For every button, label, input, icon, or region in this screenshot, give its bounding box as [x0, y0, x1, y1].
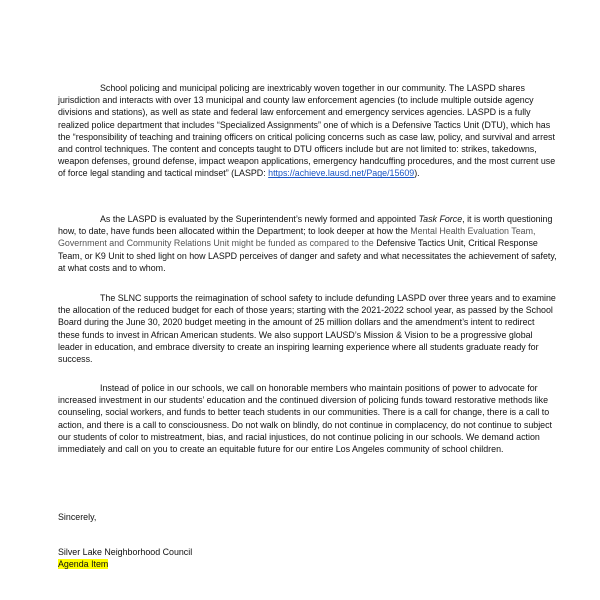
agenda-item-label — [58, 558, 558, 570]
paragraph-2-part-b: , it is worth questioning how, to date, have funds been allocated within the Department; to look deeper at how the — [58, 214, 553, 237]
paragraph-2-part-c: Defensive Tactics Unit, Critical Response Team, or K9 Unit to shed light on how LASPD perceives of danger and safety and what necessitates the achievement of safety, at what costs and to whom. — [58, 238, 557, 273]
paragraph-policing-overview — [58, 82, 558, 180]
signature-organization: Silver Lake Neighborhood Council — [58, 547, 193, 557]
closing-salutation: Sincerely, — [58, 512, 97, 522]
paragraph-1-body: School policing and municipal policing are inextricably woven together in our community. The LASPD shares jurisdiction and interacts with over 13 municipal and county law enforcement agencies (to include multiple outside agency divisions and stations), as well as state and federal law enforcement and emergency services agencies. LASPD is a fully realized police department that includes “Specialized Assignments” one of which is a Defensive Tactics Unit (DTU), which has the “responsibility of teaching and training officers on critical policing concerns such as case law, policy, and survival and arrest and control techniques. The content and concepts taught to DTU officers include but are not limited to: strikes, takedowns, weapon defenses, ground defense, impact weapon applications, emergency handcuffing procedures, and the most current use of force legal standing and tactical mindset” (LASPD: — [58, 83, 556, 179]
paragraph-2-part-a: As the LASPD is evaluated by the Superintendent’s newly formed and appointed — [100, 214, 419, 224]
laspd-reference-link[interactable]: https://achieve.lausd.net/Page/15609 — [268, 168, 415, 179]
paragraph-1-end: ). — [414, 168, 420, 179]
task-force-term: Task Force — [418, 214, 463, 224]
paragraph-slnc-support: The SLNC supports the reimagination of school safety to include defunding LASPD over three years and to examine the allocation of the reduced budget for each of those years; starting with the 2021-2022 school year, as passed by the School Board during the June 30, 2020 budget meeting in the amount of 25 million dollars and the amendment’s intent to redirect these funds to invest in African American students. We also support LAUSD’s Mission & Vision to be a progressive global leader in education, and embrace diversity to create an inspiring learning experience where all students graduate ready for success. — [58, 293, 556, 365]
paragraph-task-force — [58, 213, 558, 274]
paragraph-2-gray-text: Mental Health Evaluation Team, Government and Community Relations Unit might be funded as compared to the — [58, 226, 536, 249]
paragraph-call-to-action: Instead of police in our schools, we call on honorable members who maintain positions of power to advocate for increased investment in our students’ education and the continued diversion of policing funds toward restorative methods like counseling, social workers, and funds to better teach students in our communities. There is a call for change, there is a call to action, and there is a call to consciousness. Do not walk on blindly, do not continue in complacency, do not continue to subject our students of color to mistreatment, bias, and racial injustices, do not continue policing in our schools. We demand action immediately and call on you to create an equitable future for our entire Los Angeles community of school children. — [58, 383, 553, 455]
agenda-item-highlight: Agenda Item — [58, 559, 109, 569]
